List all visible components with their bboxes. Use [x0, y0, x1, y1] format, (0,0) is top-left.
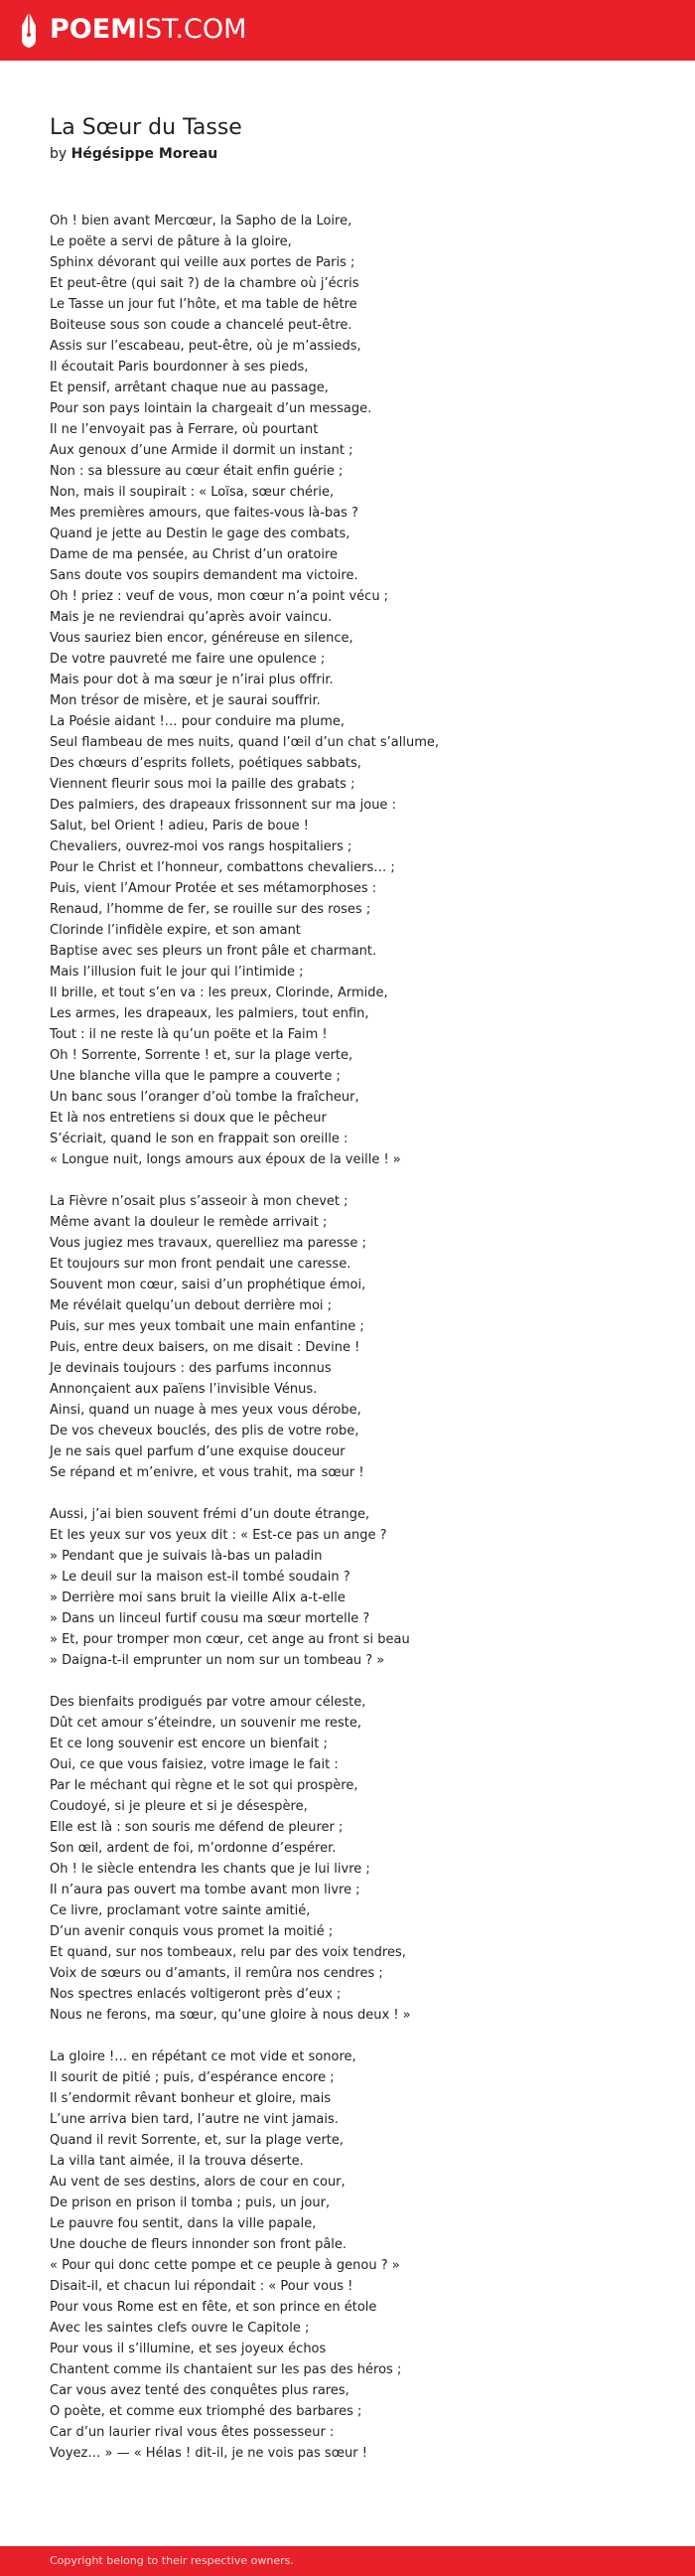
pen-nib-icon [18, 10, 40, 50]
poem-line: Mais l’illusion fuit le jour qui l’intimide ; [50, 965, 304, 980]
poem-line: Avec les saintes clefs ouvre le Capitole ; [50, 2321, 310, 2336]
poem-line: Mes premières amours, que faites-vous là-bas ? [50, 506, 358, 521]
poem-line: Disait-il, et chacun lui répondait : « Pour vous ! [50, 2279, 353, 2294]
poem-line: Chevaliers, ouvrez-moi vos rangs hospitaliers ; [50, 839, 352, 854]
poem-line: Oh ! bien avant Mercœur, la Sapho de la Loire, [50, 214, 352, 228]
poem-line: Le Tasse un jour fut l’hôte, et ma table de hêtre [50, 297, 357, 312]
poem-line: Et toujours sur mon front pendait une caresse. [50, 1257, 351, 1272]
poem-line: Et les yeux sur vos yeux dit : « Est-ce pas un ange ? [50, 1528, 387, 1543]
poem-line: Puis, entre deux baisers, on me disait : Devine ! [50, 1340, 360, 1355]
poem-line: La villa tant aimée, il la trouva déserte. [50, 2154, 304, 2169]
byline-prefix: by [50, 146, 68, 162]
poem-line: Dût cet amour s’éteindre, un souvenir me reste, [50, 1716, 362, 1731]
poem-line: La gloire !… en répétant ce mot vide et sonore, [50, 2049, 356, 2064]
poem-line: Il ne l’envoyait pas à Ferrare, où pourtant [50, 422, 319, 437]
poem-line: Puis, vient l’Amour Protée et ses métamorphoses : [50, 881, 377, 896]
poem-line: Me révélait quelqu’un debout derrière moi ; [50, 1298, 333, 1313]
poem-line: Des palmiers, des drapeaux frissonnent sur ma joue : [50, 798, 396, 813]
poem-line: De votre pauvreté me faire une opulence ; [50, 652, 326, 667]
poem-line: Au vent de ses destins, alors de cour en cour, [50, 2175, 346, 2190]
poem-body [50, 211, 665, 2464]
poem-line: Quand je jette au Destin le gage des combats, [50, 527, 350, 541]
poem-line: Souvent mon cœur, saisi d’un prophétique émoi, [50, 1278, 366, 1292]
poem-line: Et là nos entretiens si doux que le pêcheur [50, 1111, 327, 1126]
poem-line: Il n’aura pas ouvert ma tombe avant mon livre ; [50, 1883, 360, 1897]
poem-line: Oh ! Sorrente, Sorrente ! et, sur la plage verte, [50, 1048, 353, 1063]
poem-line: Puis, sur mes yeux tombait une main enfantine ; [50, 1319, 364, 1334]
poem-line: Car d’un laurier rival vous êtes possesseur : [50, 2425, 335, 2440]
poem-line: La Poésie aidant !… pour conduire ma plume, [50, 714, 346, 729]
poem-line: Oh ! priez : veuf de vous, mon cœur n’a point vécu ; [50, 589, 389, 604]
poem-line: De vos cheveux bouclés, des plis de votre robe, [50, 1424, 359, 1439]
copyright-notice: Copyright belong to their respective owners. [50, 2554, 294, 2567]
poem-line: Un banc sous l’oranger d’où tombe la fraîcheur, [50, 1090, 359, 1105]
poem-line: Salut, bel Orient ! adieu, Paris de boue ! [50, 819, 310, 833]
poem-line: Le poëte a servi de pâture à la gloire, [50, 234, 292, 249]
poem-line: » Le deuil sur la maison est-il tombé soudain ? [50, 1570, 350, 1585]
poem-line: Aussi, j’ai bien souvent frémi d’un doute étrange, [50, 1507, 370, 1522]
poem-line: Pour son pays lointain la chargeait d’un message. [50, 401, 372, 416]
poem-line: Voyez… » — « Hélas ! dit-il, je ne vois pas sœur ! [50, 2446, 367, 2461]
poem-stanza [50, 1191, 665, 1483]
poem-stanza [50, 2046, 665, 2464]
poem-line: Mais je ne reviendrai qu’après avoir vaincu. [50, 610, 333, 625]
poem-line: D’un avenir conquis vous promet la moitié ; [50, 1924, 334, 1939]
poem-title: La Sœur du Tasse [50, 115, 242, 140]
poem-line: Sans doute vos soupirs demandent ma victoire. [50, 568, 358, 583]
poem-line: Nos spectres enlacés voltigeront près d’eux ; [50, 1987, 342, 2002]
poem-line: Oui, ce que vous faisiez, votre image le fait : [50, 1757, 339, 1772]
poem-line: Tout : il ne reste là qu’un poëte et la Faim ! [50, 1027, 328, 1042]
poem-line: Et quand, sur nos tombeaux, relu par des voix tendres, [50, 1945, 406, 1960]
poem-stanza [50, 1692, 665, 2026]
poem-content [50, 114, 665, 2485]
poem-line: Pour vous Rome est en fête, et son prince en étole [50, 2300, 377, 2315]
poem-line: Ainsi, quand un nuage à mes yeux vous dérobe, [50, 1403, 361, 1418]
poem-line: Des chœurs d’esprits follets, poétiques sabbats, [50, 756, 361, 771]
poem-line: Mon trésor de misère, et je saurai souffrir. [50, 693, 321, 708]
poem-line: Quand il revit Sorrente, et, sur la plage verte, [50, 2133, 345, 2148]
site-name-light: IST.COM [137, 14, 247, 45]
site-name-bold: POEM [50, 14, 138, 45]
poem-line: Les armes, les drapeaux, les palmiers, tout enfin, [50, 1006, 369, 1021]
poem-line: Il sourit de pitié ; puis, d’espérance encore ; [50, 2070, 335, 2085]
poem-line: Voix de sœurs ou d’amants, il remûra nos cendres ; [50, 1966, 383, 1981]
poem-line: Chantent comme ils chantaient sur les pas des héros ; [50, 2362, 402, 2377]
poem-line: Renaud, l’homme de fer, se rouille sur des roses ; [50, 902, 371, 917]
poem-line: Vous jugiez mes travaux, querelliez ma paresse ; [50, 1236, 366, 1251]
poem-line: Des bienfaits prodigués par votre amour céleste, [50, 1695, 366, 1710]
poem-line: « Pour qui donc cette pompe et ce peuple à genou ? » [50, 2258, 400, 2273]
poem-line: » Et, pour tromper mon cœur, cet ange au front si beau [50, 1632, 410, 1647]
poem-line: Son œil, ardent de foi, m’ordonne d’espérer. [50, 1841, 337, 1856]
poem-line: Oh ! le siècle entendra les chants que je lui livre ; [50, 1862, 370, 1877]
site-header [0, 0, 695, 61]
poem-line: Il brille, et tout s’en va : les preux, Clorinde, Armide, [50, 985, 388, 1000]
poem-line: Pour le Christ et l’honneur, combattons chevaliers… ; [50, 860, 395, 875]
poem-stanza [50, 1504, 665, 1671]
poem-line: Clorinde l’infidèle expire, et son amant [50, 923, 301, 938]
site-logo[interactable] [18, 10, 246, 50]
poem-stanza [50, 211, 665, 1170]
poem-line: Et peut-être (qui sait ?) de la chambre où j’écris [50, 276, 359, 291]
poem-line: Pour vous il s’illumine, et ses joyeux échos [50, 2342, 327, 2356]
poem-line: Et ce long souvenir est encore un bienfait ; [50, 1737, 328, 1751]
poem-line: Non : sa blessure au cœur était enfin guérie ; [50, 464, 344, 479]
poem-line: Et pensif, arrêtant chaque nue au passage, [50, 380, 329, 395]
poem-line: Baptise avec ses pleurs un front pâle et charmant. [50, 944, 377, 959]
poem-line: Une blanche villa que le pampre a couverte ; [50, 1069, 341, 1084]
poem-line: Viennent fleurir sous moi la paille des grabats ; [50, 777, 355, 792]
poem-line: Il s’endormit rêvant bonheur et gloire, mais [50, 2091, 332, 2106]
poem-line: Je ne sais quel parfum d’une exquise douceur [50, 1444, 346, 1459]
poem-line: De prison en prison il tomba ; puis, un jour, [50, 2196, 331, 2210]
poem-line: Il écoutait Paris bourdonner à ses pieds, [50, 360, 309, 375]
poem-line: » Derrière moi sans bruit la vieille Alix a-t-elle [50, 1591, 346, 1605]
poem-line: Une douche de fleurs innonder son front pâle. [50, 2237, 348, 2252]
poem-line: Se répand et m’enivre, et vous trahit, ma sœur ! [50, 1465, 364, 1480]
poem-line: » Pendant que je suivais là-bas un paladin [50, 1549, 323, 1564]
site-name [50, 10, 246, 50]
poem-line: S’écriait, quand le son en frappait son oreille : [50, 1132, 348, 1146]
poem-line: L’une arriva bien tard, l’autre ne vint jamais. [50, 2112, 339, 2127]
poem-line: Elle est là : son souris me défend de pleurer ; [50, 1820, 344, 1835]
poem-line: Annonçaient aux païens l’invisible Vénus. [50, 1382, 318, 1397]
poem-line: Par le méchant qui règne et le sot qui prospère, [50, 1778, 358, 1793]
poem-byline [50, 144, 665, 164]
poem-line: Seul flambeau de mes nuits, quand l’œil d’un chat s’allume, [50, 735, 439, 750]
poem-line: Coudoyé, si je pleure et si je désespère, [50, 1799, 308, 1814]
poem-line: Vous sauriez bien encor, généreuse en silence, [50, 631, 353, 646]
poem-line: La Fièvre n’osait plus s’asseoir à mon chevet ; [50, 1194, 348, 1209]
poem-line: Car vous avez tenté des conquêtes plus rares, [50, 2383, 349, 2398]
poem-line: Le pauvre fou sentit, dans la ville papale, [50, 2216, 317, 2231]
poem-line: O poète, et comme eux triomphé des barbares ; [50, 2404, 362, 2419]
poem-line: » Dans un linceul furtif cousu ma sœur mortelle ? [50, 1611, 370, 1626]
poem-author[interactable]: Hégésippe Moreau [70, 146, 218, 162]
poem-line: Aux genoux d’une Armide il dormit un instant ; [50, 443, 353, 458]
poem-line: Mais pour dot à ma sœur je n’irai plus offrir. [50, 673, 334, 687]
site-footer [0, 2546, 695, 2576]
poem-line: Boiteuse sous son coude a chancelé peut-être. [50, 318, 352, 333]
poem-line: Assis sur l’escabeau, peut-être, où je m’assieds, [50, 339, 361, 354]
poem-line: Dame de ma pensée, au Christ d’un oratoire [50, 547, 339, 562]
poem-line: Ce livre, proclamant votre sainte amitié, [50, 1903, 311, 1918]
poem-line: Non, mais il soupirait : « Loïsa, sœur chérie, [50, 485, 335, 500]
poem-line: « Longue nuit, longs amours aux époux de la veille ! » [50, 1152, 401, 1167]
poem-line: Même avant la douleur le remède arrivait ; [50, 1215, 328, 1230]
poem-line: Sphinx dévorant qui veille aux portes de Paris ; [50, 255, 355, 270]
poem-line: Je devinais toujours : des parfums inconnus [50, 1361, 332, 1376]
poem-line: Nous ne ferons, ma sœur, qu’une gloire à nous deux ! » [50, 2008, 411, 2023]
poem-line: » Daigna-t-il emprunter un nom sur un tombeau ? » [50, 1653, 385, 1668]
